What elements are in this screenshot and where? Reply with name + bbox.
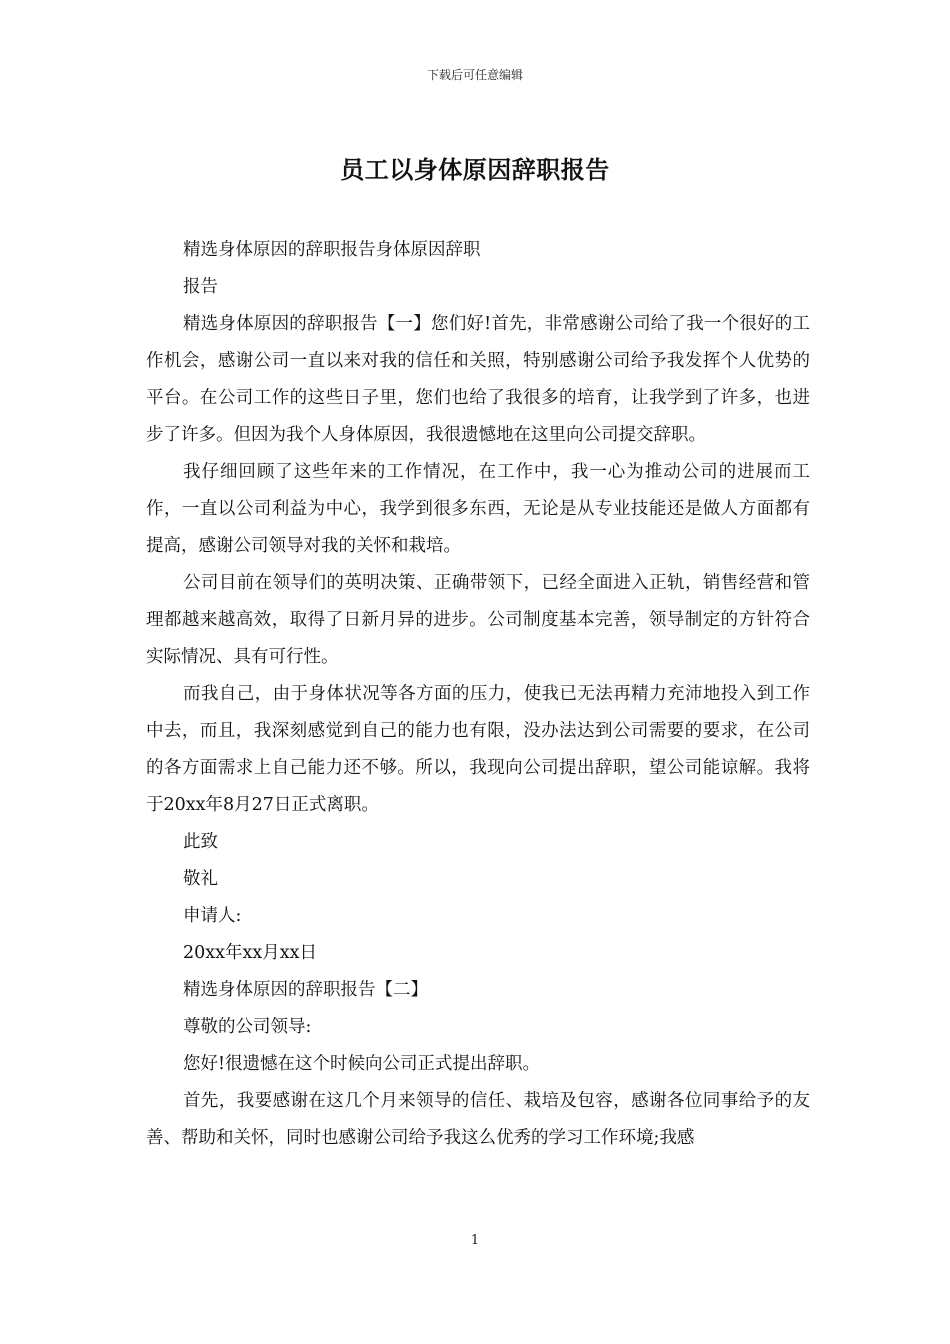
salutation: 尊敬的公司领导: [183, 1017, 312, 1037]
body-paragraph: 精选身体原因的辞职报告身体原因辞职 [183, 240, 481, 260]
body-paragraph: 首先，我要感谢在这几个月来领导的信任、栽培及包容，感谢各位同事给予的友善、帮助和关怀，同时也感谢公司给予我这么优秀的学习工作环境;我感 [146, 1091, 810, 1148]
page-number: 1 [470, 1233, 480, 1248]
section-heading: 精选身体原因的辞职报告【二】 [183, 980, 428, 1000]
body-paragraph: 公司目前在领导们的英明决策、正确带领下，已经全面进入正轨，销售经营和管理都越来越高效，取得了日新月异的进步。公司制度基本完善，领导制定的方针符合实际情况、具有可行性。 [146, 573, 810, 667]
date-line: 20xx年xx月xx日 [183, 943, 317, 963]
document-body [146, 232, 810, 1157]
body-paragraph: 我仔细回顾了这些年来的工作情况，在工作中，我一心为推动公司的进展而工作，一直以公司利益为中心，我学到很多东西，无论是从专业技能还是做人方面都有提高，感谢公司领导对我的关怀和栽培。 [146, 462, 810, 556]
page-header: 下载后可任意编辑 [426, 68, 523, 82]
applicant-line: 申请人: [183, 906, 242, 926]
body-paragraph: 而我自己，由于身体状况等各方面的压力，使我已无法再精力充沛地投入到工作中去，而且，我深刻感觉到自己的能力也有限，没办法达到公司需要的要求，在公司的各方面需求上自己能力还不够。所以，我现向公司提出辞职，望公司能谅解。我将于20xx年8月27日正式离职。 [146, 684, 810, 815]
body-paragraph: 精选身体原因的辞职报告【一】您们好!首先，非常感谢公司给了我一个很好的工作机会，感谢公司一直以来对我的信任和关照，特别感谢公司给予我发挥个人优势的平台。在公司工作的这些日子里，您们也给了我很多的培育，让我学到了许多，也进步了许多。但因为我个人身体原因，我很遗憾地在这里向公司提交辞职。 [146, 314, 810, 445]
closing-line: 敬礼 [183, 869, 218, 889]
body-paragraph: 您好!很遗憾在这个时候向公司正式提出辞职。 [183, 1054, 541, 1074]
closing-line: 此致 [183, 832, 218, 852]
document-title: 员工以身体原因辞职报告 [340, 155, 610, 184]
body-paragraph: 报告 [183, 277, 218, 297]
